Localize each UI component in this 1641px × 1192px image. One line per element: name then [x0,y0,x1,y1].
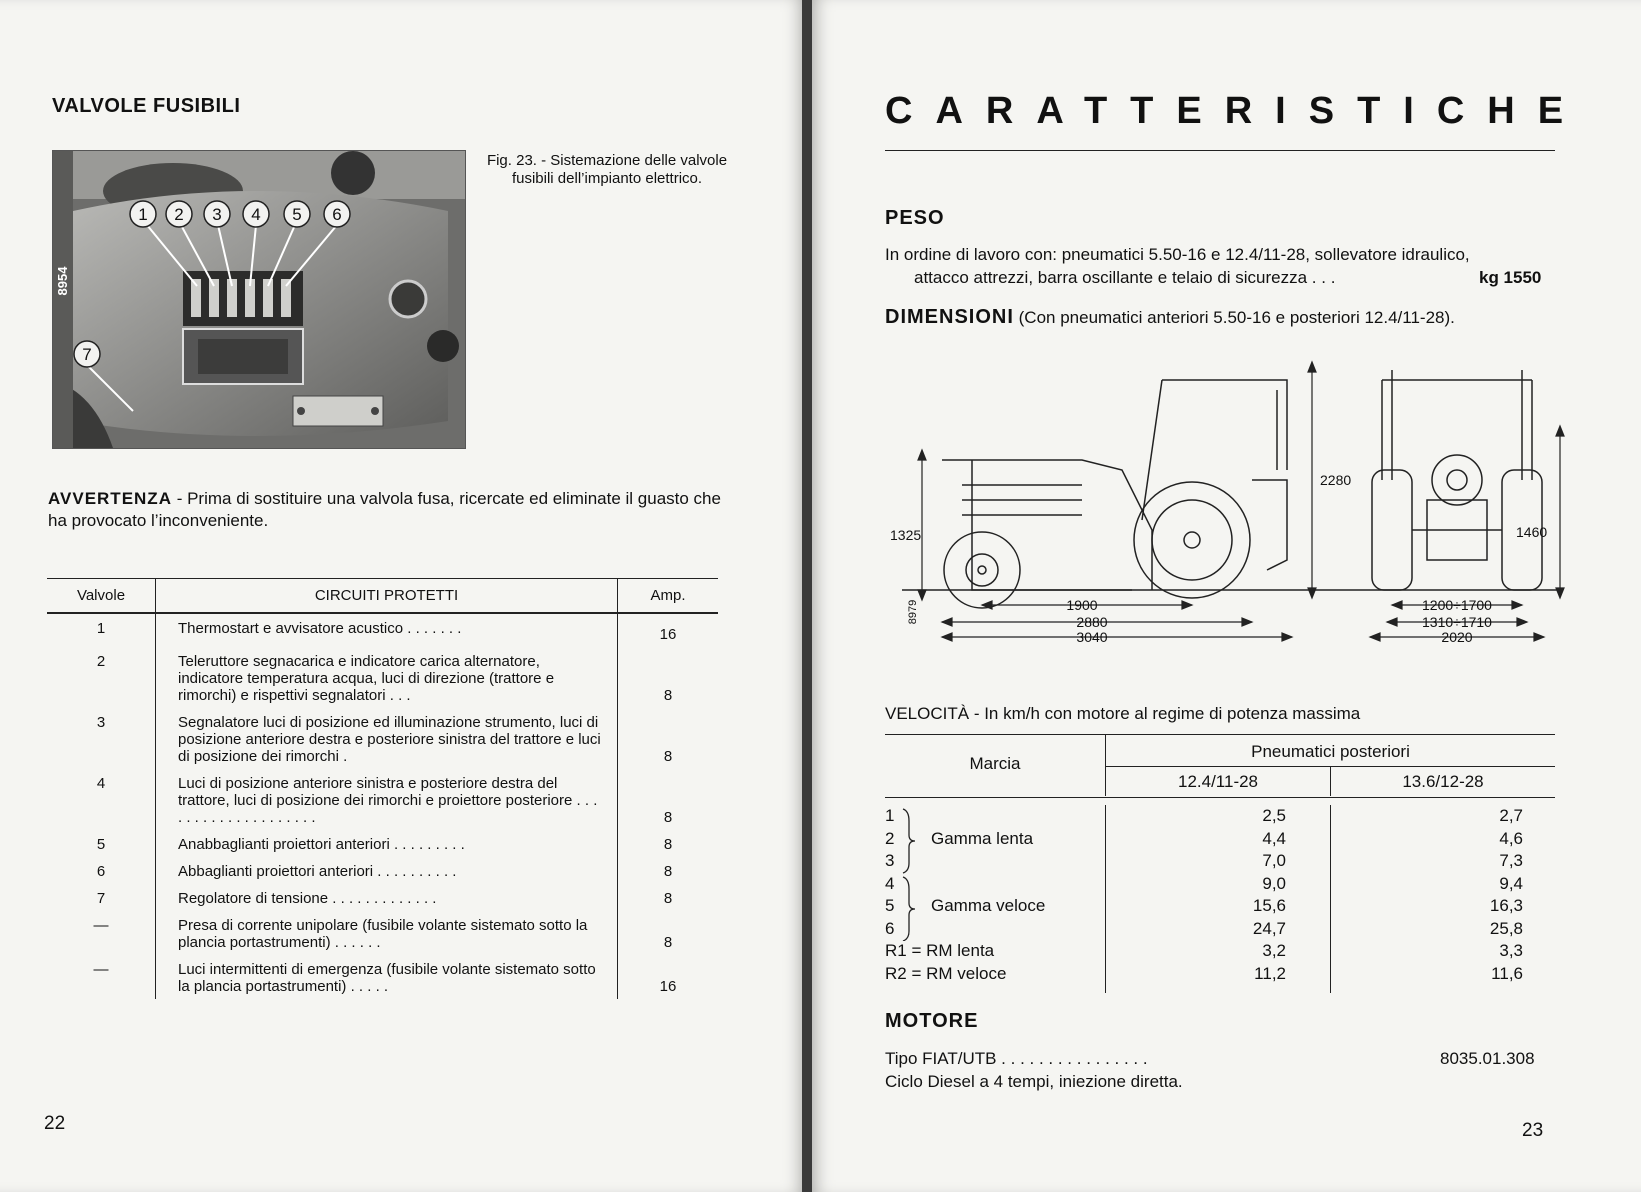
dimensioni-heading: DIMENSIONI [885,306,1014,328]
page-number-right: 23 [1522,1120,1544,1141]
tyre-a-cell [1106,766,1331,796]
callout-7: 7 [82,345,92,364]
photo-code: 8954 [55,266,70,296]
dim-width: 2020 [1441,629,1473,645]
speed-a: 4,4 [1262,828,1286,848]
col-pneumatici: Pneumatici posteriori [1251,742,1410,761]
circuit-text: Presa di corrente unipolare (fusibile volante sistemato sotto la plancia portastrumenti) . . . . . . [156,911,618,955]
col-valvole: Valvole [47,579,156,614]
table-row [47,613,718,647]
dim-wheelbase: 1900 [1066,597,1098,613]
speed-a: 2,5 [1262,806,1286,825]
circuit-text: Luci intermittenti di emergenza (fusibile volante sistemato sotto la plancia portastrumenti) . . . . . [156,955,618,999]
dim-track-rear: 1310÷1710 [1422,614,1492,630]
valve-number: — [47,955,156,999]
callout-1: 1 [138,205,148,224]
gear-r1: R1 = RM lenta [885,941,995,960]
circuit-text: Segnalatore luci di posizione ed illuminazione strumento, luci di posizione anteriore destra e posteriore sinistra del trattore e luci di posizione dei rimorchi . [156,708,618,769]
col-marcia: Marcia [969,754,1021,773]
amp-value: 16 [659,626,677,643]
figure-caption: Fig. 23. - Sistemazione delle valvole fusibili dell’impianto elettrico. [486,152,728,187]
fuse-table [47,578,718,999]
title-rule [885,150,1555,151]
speed-b: 7,3 [1499,851,1523,870]
speed-b: 4,6 [1499,828,1523,848]
amp-value: 8 [663,836,673,853]
marcia-col [885,734,1106,796]
gear-1: 1 [885,806,895,825]
amp-value: 8 [663,687,673,704]
circuit-text: Thermostart e avvisatore acustico . . . . . . . [156,613,618,647]
speed-b: 16,3 [1489,896,1523,915]
warning-label: AVVERTENZA [48,489,172,508]
gamma-veloce-label: Gamma veloce [931,896,1046,915]
gear-2: 2 [885,828,895,848]
valve-number: 5 [47,830,156,857]
motore-tipo-label: Tipo FIAT/UTB . . . . . . . . . . . . . . . . [885,1049,1148,1068]
circuit-text: Luci di posizione anteriore sinistra e posteriore destra del trattore, luci di posizione dei rimorchi e proiettore posteriore . . . . . . . . . . . . . . . . . . . . [156,769,618,830]
peso-line-2: attacco attrezzi, barra oscillante e telaio di sicurezza . . . [914,268,1336,287]
gear-3: 3 [885,851,895,870]
velocita-line [885,704,1360,724]
speed-a: 15,6 [1252,896,1286,915]
gear-r2: R2 = RM veloce [885,963,1007,983]
table-row [47,769,718,830]
velocita-heading: VELOCITÀ [885,704,970,723]
side-chassis [972,460,1132,590]
fuse-heading: VALVOLE FUSIBILI [52,95,241,117]
amp-value: 8 [663,863,673,880]
drawing-code: 8979 [907,599,919,625]
dim-track-front: 1200÷1700 [1422,597,1492,613]
page-title: CARATTERISTICHE [885,90,1587,132]
motore-tipo-value: 8035.01.308 [1440,1049,1535,1068]
warning-paragraph [48,488,722,532]
valve-number: — [47,911,156,955]
circuit-text: Regolatore di tensione . . . . . . . . . . . . . [156,884,618,911]
amp-value: 8 [663,809,673,826]
table-row [47,884,718,911]
dimensioni-line [885,306,1455,329]
gear-4: 4 [885,873,895,893]
dim-height-rear: 1460 [1516,524,1548,540]
table-row [47,647,718,708]
callout-4: 4 [251,205,261,224]
gear-6: 6 [885,918,895,938]
table-row [47,955,718,999]
velocita-header [885,734,1555,796]
speed-a: 7,0 [1262,851,1286,870]
motore-ciclo: Ciclo Diesel a 4 tempi, iniezione diretta. [885,1072,1183,1091]
callout-2: 2 [174,205,184,224]
valve-number: 1 [47,613,156,647]
speed-b-column [1331,805,1523,985]
valve-number: 6 [47,857,156,884]
warning-text: - Prima di sostituire una valvola fusa, ricercate ed eliminate il guasto che ha provocato l’inconveniente. [48,489,721,530]
velocita-rule-mid [885,797,1555,798]
fuse-box-photo-graphic [53,151,465,448]
motore-heading: MOTORE [885,1010,979,1032]
circuit-text: Anabbaglianti proiettori anteriori . . . . . . . . . [156,830,618,857]
gear-braces [901,807,917,941]
valve-number: 7 [47,884,156,911]
dim-height-total: 2280 [1320,472,1352,488]
amp-value: 8 [663,748,673,765]
col-tyre-a: 12.4/11-28 [1177,772,1259,791]
left-page [0,0,804,1192]
circuit-text: Teleruttore segnacarica e indicatore carica alternatore, indicatore temperatura acqua, luci di direzione (trattore e rimorchi) e rispettivi segnalatori . . . [156,647,618,708]
peso-weight: kg 1550 [1479,268,1542,287]
valve-number: 4 [47,769,156,830]
gear-5: 5 [885,896,895,915]
callout-3: 3 [212,205,222,224]
dim-length-min: 2880 [1076,614,1108,630]
callout-5: 5 [292,205,302,224]
amp-value: 8 [663,934,673,951]
table-row [47,830,718,857]
circuit-text: Abbaglianti proiettori anteriori . . . . . . . . . . [156,857,618,884]
peso-line-1: In ordine di lavoro con: pneumatici 5.50-16 e 12.4/11-28, sollevatore idraulico, [885,245,1470,264]
amp-value: 16 [659,978,677,995]
page-number-left: 22 [44,1113,66,1134]
col-circuiti: CIRCUITI PROTETTI [156,579,618,614]
col-amp: Amp. [618,579,719,614]
velocita-subtitle: - In km/h con motore al regime di potenza massima [969,704,1361,723]
table-row [47,911,718,955]
valve-number: 3 [47,708,156,769]
speed-a: 11,2 [1254,963,1286,983]
dimensioni-note: (Con pneumatici anteriori 5.50-16 e posteriori 12.4/11-28). [1013,308,1455,327]
valve-number: 2 [47,647,156,708]
speed-b: 3,3 [1499,941,1523,960]
speed-a: 3,2 [1262,941,1286,960]
speed-a: 24,7 [1252,918,1286,938]
gamma-lenta-label: Gamma lenta [931,828,1034,848]
tractor-dimension-drawing [882,360,1572,680]
speed-b: 25,8 [1489,918,1523,938]
amp-value: 8 [663,890,673,907]
speed-a: 9,0 [1262,873,1286,893]
speed-b: 9,4 [1499,873,1523,893]
right-page [812,0,1641,1192]
col-tyre-b: 13.6/12-28 [1402,772,1484,791]
dim-length-max: 3040 [1076,629,1108,645]
dim-height-hood: 1325 [890,527,922,543]
speed-b: 2,7 [1499,806,1523,825]
speed-b: 11,6 [1491,963,1523,983]
speed-a-column [1106,805,1286,985]
callout-6: 6 [332,205,342,224]
fuse-box-photo [52,150,466,449]
table-row [47,708,718,769]
table-row [47,857,718,884]
peso-heading: PESO [885,207,945,229]
